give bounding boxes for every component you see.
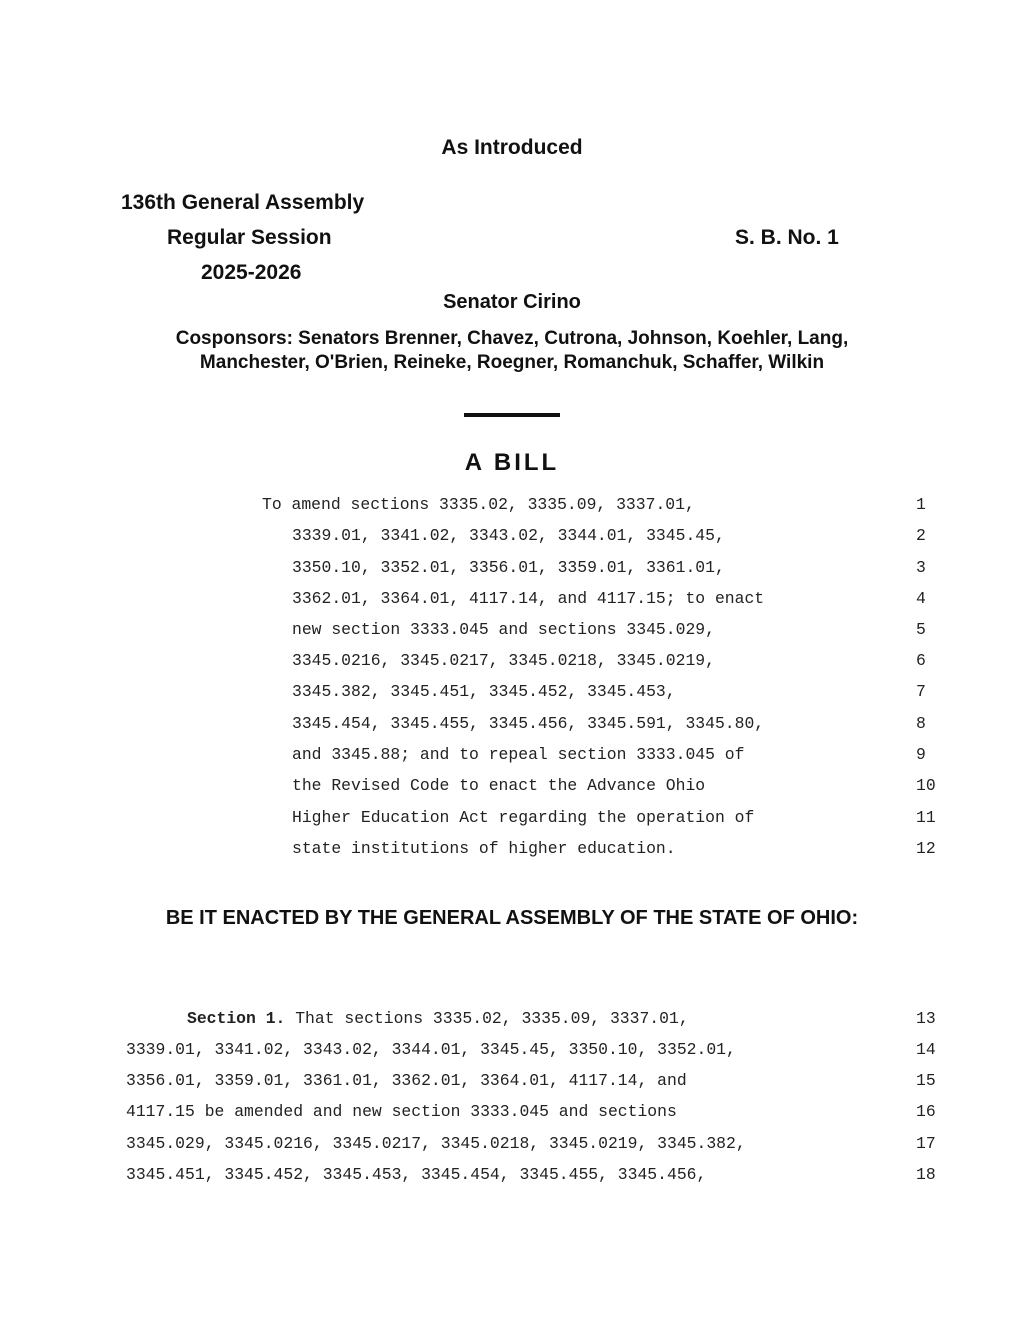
line-number: 16 xyxy=(916,1102,936,1121)
section-line: 3345.029, 3345.0216, 3345.0217, 3345.0218, 3345.0219, 3345.382, xyxy=(126,1134,746,1153)
line-number: 8 xyxy=(916,714,926,733)
line-number: 12 xyxy=(916,839,936,858)
line-number: 13 xyxy=(916,1009,936,1028)
line-number: 9 xyxy=(916,745,926,764)
line-number: 18 xyxy=(916,1165,936,1184)
section-line: 3345.451, 3345.452, 3345.453, 3345.454, 3345.455, 3345.456, xyxy=(126,1165,707,1184)
title-line: 3362.01, 3364.01, 4117.14, and 4117.15; to enact xyxy=(292,589,765,608)
section-line: 3356.01, 3359.01, 3361.01, 3362.01, 3364.01, 4117.14, and xyxy=(126,1071,687,1090)
title-line: state institutions of higher education. xyxy=(292,839,676,858)
title-line: the Revised Code to enact the Advance Ohio xyxy=(292,776,706,795)
line-number: 2 xyxy=(916,526,926,545)
line-number: 6 xyxy=(916,651,926,670)
cosponsors-line-2: Manchester, O'Brien, Reineke, Roegner, Romanchuk, Schaffer, Wilkin xyxy=(199,352,825,373)
divider xyxy=(464,413,560,417)
general-assembly: 136th General Assembly xyxy=(121,191,365,214)
document-status: As Introduced xyxy=(441,136,583,159)
cosponsors xyxy=(0,327,1024,375)
section-line: 4117.15 be amended and new section 3333.045 and sections xyxy=(126,1102,677,1121)
section-text: That sections 3335.02, 3335.09, 3337.01, xyxy=(285,1009,689,1028)
line-number: 17 xyxy=(916,1134,936,1153)
title-line: 3345.382, 3345.451, 3345.452, 3345.453, xyxy=(292,682,676,701)
line-number: 15 xyxy=(916,1071,936,1090)
session-type: Regular Session xyxy=(167,226,332,249)
line-number: 11 xyxy=(916,808,936,827)
line-number: 5 xyxy=(916,620,926,639)
line-number: 3 xyxy=(916,558,926,577)
session-years: 2025-2026 xyxy=(201,261,302,284)
line-number: 1 xyxy=(916,495,926,514)
line-number: 4 xyxy=(916,589,926,608)
title-line: To amend sections 3335.02, 3335.09, 3337.01, xyxy=(262,495,695,514)
bill-heading: A BILL xyxy=(464,449,560,476)
title-line: 3345.454, 3345.455, 3345.456, 3345.591, 3345.80, xyxy=(292,714,765,733)
enacting-clause: BE IT ENACTED BY THE GENERAL ASSEMBLY OF THE STATE OF OHIO: xyxy=(165,907,859,929)
title-line: 3350.10, 3352.01, 3356.01, 3359.01, 3361.01, xyxy=(292,558,725,577)
section-first-line xyxy=(187,1009,689,1029)
title-line: 3339.01, 3341.02, 3343.02, 3344.01, 3345.45, xyxy=(292,526,725,545)
title-line: Higher Education Act regarding the operation of xyxy=(292,808,755,827)
title-line: new section 3333.045 and sections 3345.029, xyxy=(292,620,715,639)
line-number: 14 xyxy=(916,1040,936,1059)
section-label: Section 1. xyxy=(187,1009,286,1028)
line-number: 10 xyxy=(916,776,936,795)
cosponsors-line-1: Cosponsors: Senators Brenner, Chavez, Cutrona, Johnson, Koehler, Lang, xyxy=(175,328,849,349)
title-line: 3345.0216, 3345.0217, 3345.0218, 3345.0219, xyxy=(292,651,715,670)
sponsor: Senator Cirino xyxy=(443,291,581,313)
title-line: and 3345.88; and to repeal section 3333.045 of xyxy=(292,745,745,764)
line-number: 7 xyxy=(916,682,926,701)
bill-number: S. B. No. 1 xyxy=(735,226,839,249)
section-line: 3339.01, 3341.02, 3343.02, 3344.01, 3345.45, 3350.10, 3352.01, xyxy=(126,1040,736,1059)
